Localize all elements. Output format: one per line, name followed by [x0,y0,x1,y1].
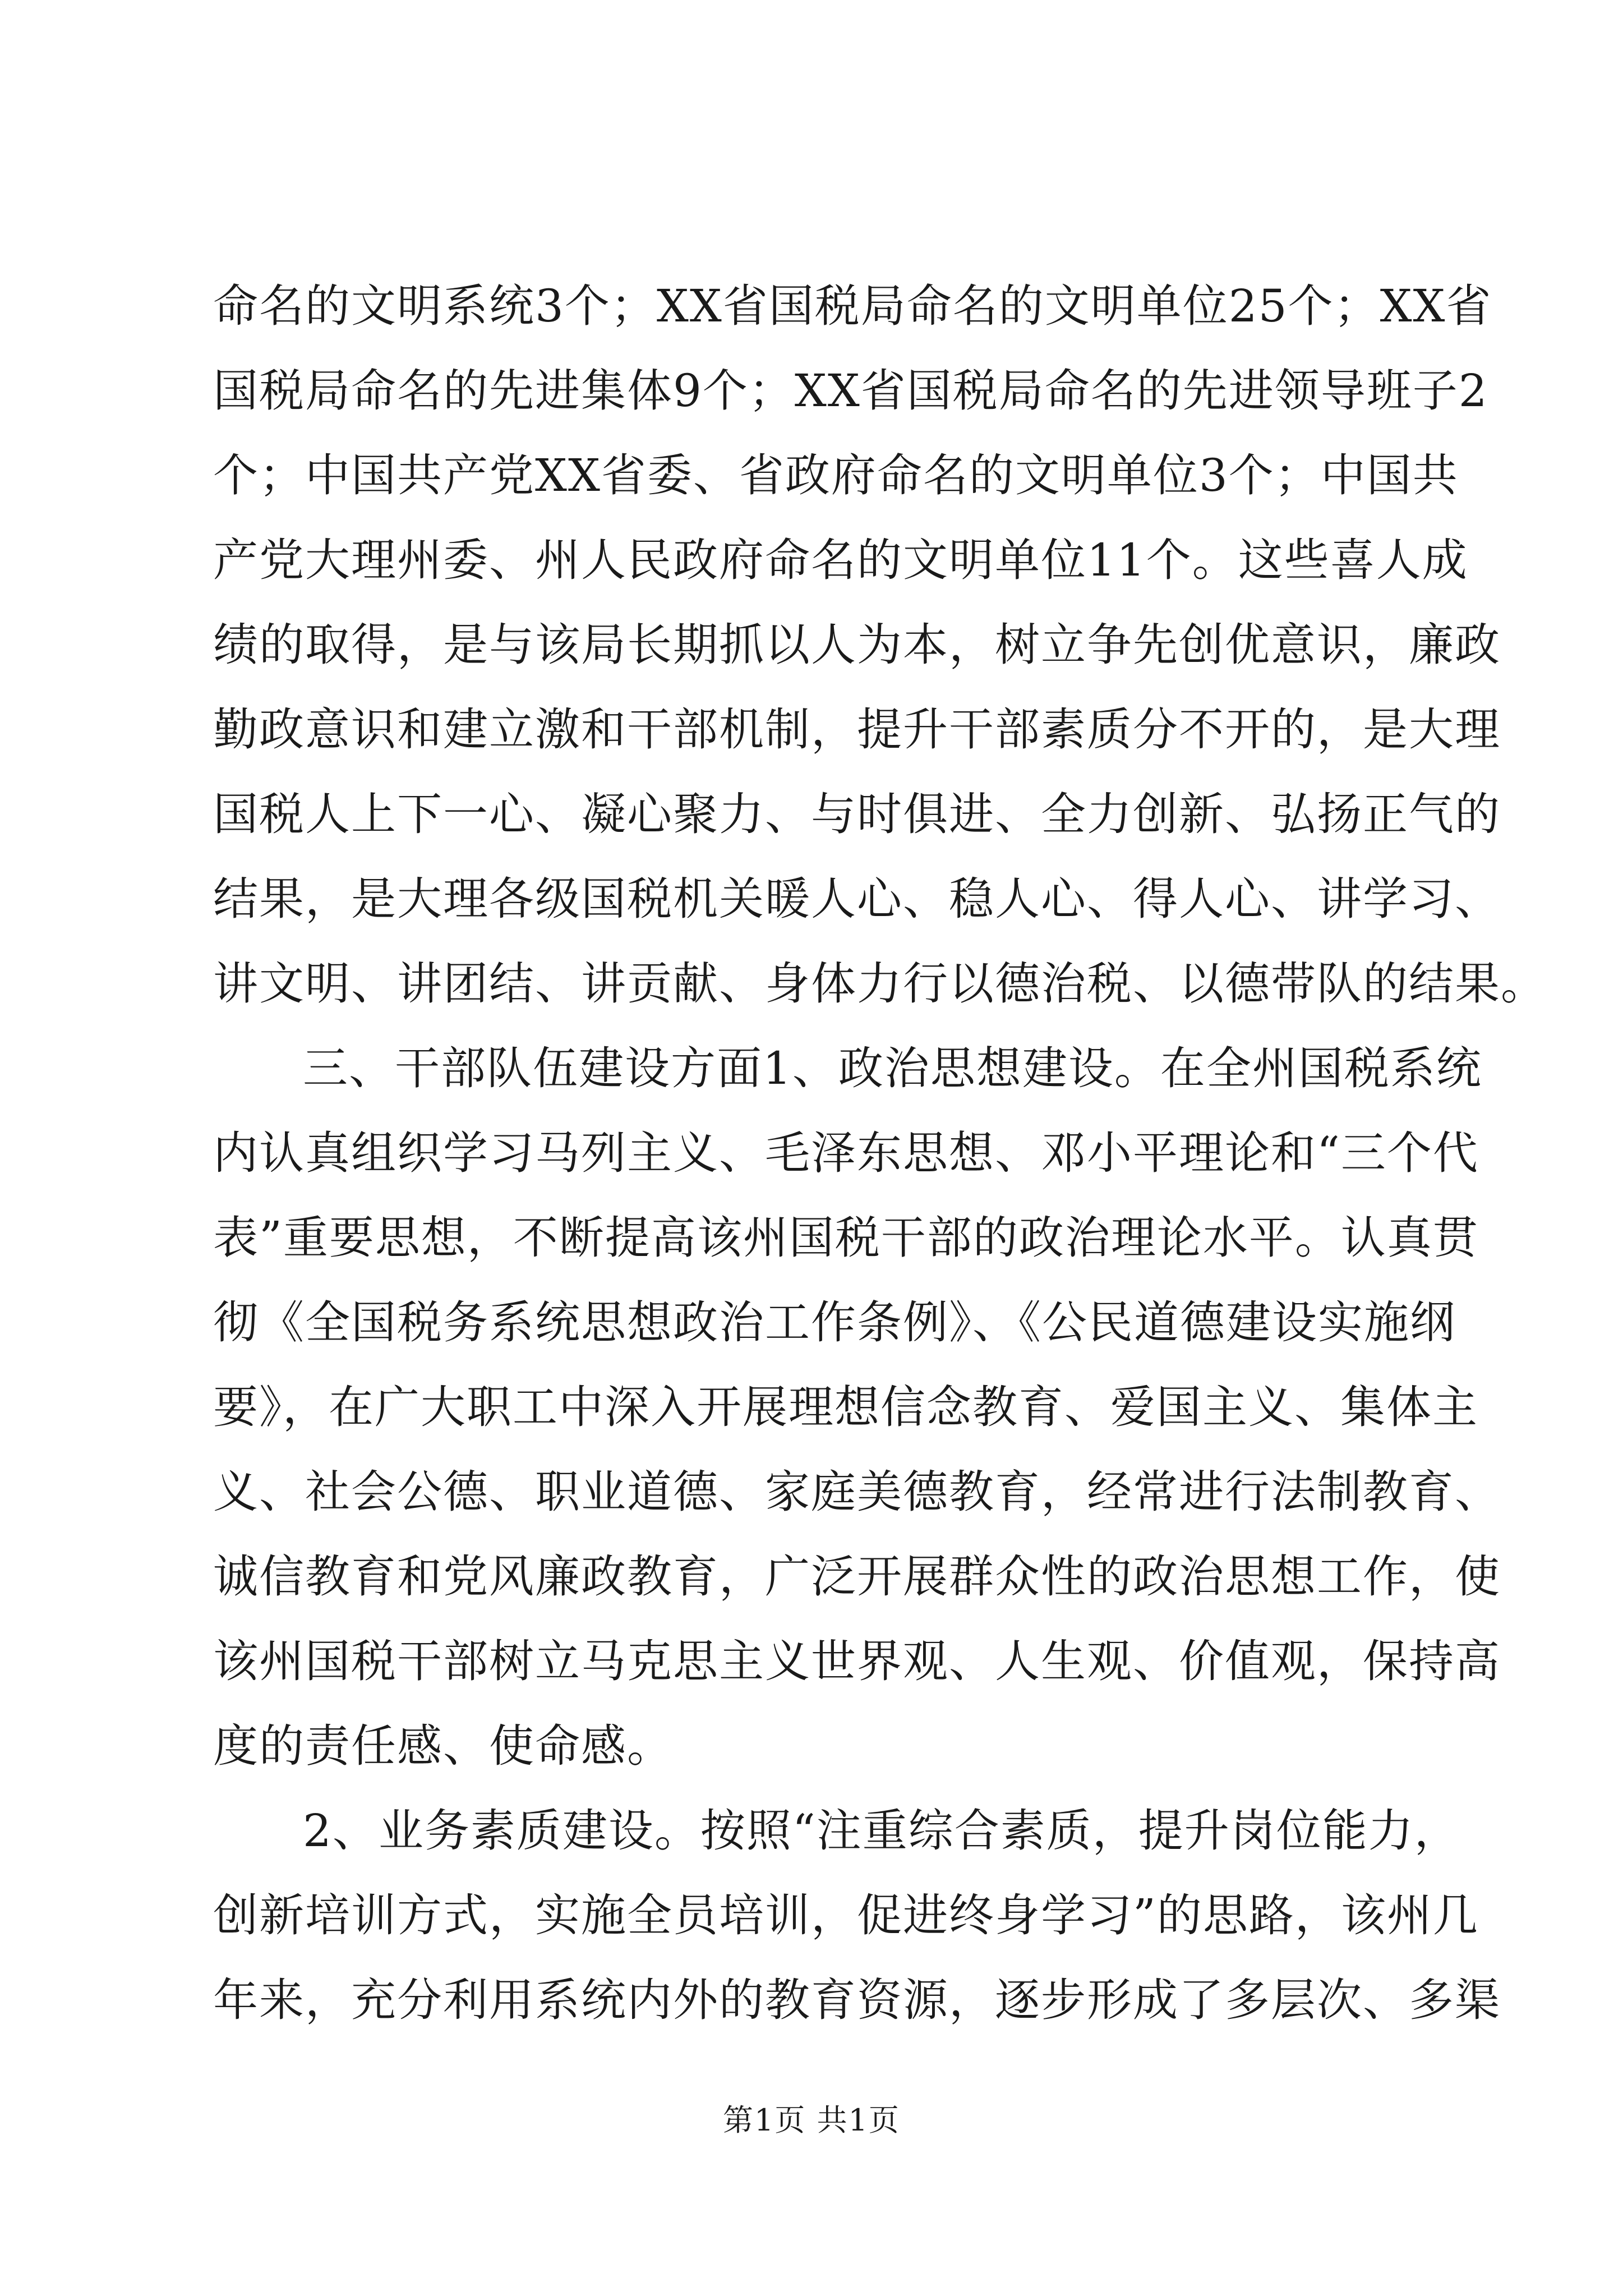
text-line: 绩的取得，是与该局长期抓以人为本，树立争先创优意识，廉政 [213,619,1501,671]
text-line: 度的责任感、使命感。 [213,1720,673,1772]
document-body [213,264,1547,2042]
paragraph-1 [213,264,1547,1026]
text-line: 内认真组织学习马列主义、毛泽东思想、邓小平理论和“三个代 [213,1127,1479,1179]
text-line: 结果，是大理各级国税机关暖人心、稳人心、得人心、讲学习、 [213,873,1501,925]
text-line: 2、业务素质建设。按照“注重综合素质，提升岗位能力， [303,1805,1460,1857]
paragraph-3 [213,1788,1501,2042]
page-number-label: 第1页 共1页 [723,2102,900,2138]
text-line: 义、社会公德、职业道德、家庭美德教育，经常进行法制教育、 [213,1466,1501,1518]
text-line: 该州国税干部树立马克思主义世界观、人生观、价值观，保持高 [213,1635,1501,1687]
text-line: 三、干部队伍建设方面1、政治思想建设。在全州国税系统 [303,1042,1482,1094]
paragraph-2 [213,1026,1501,1788]
text-line: 国税局命名的先进集体9个；XX省国税局命名的先进领导班子2 [213,365,1488,417]
text-line: 表”重要思想，不断提高该州国税干部的政治理论水平。认真贯 [213,1212,1479,1264]
text-line: 勤政意识和建立激和干部机制，提升干部素质分不开的，是大理 [213,703,1501,756]
text-line: 产党大理州委、州人民政府命名的文明单位11个。这些喜人成 [213,534,1468,586]
text-line: 创新培训方式，实施全员培训，促进终身学习”的思路，该州几 [213,1889,1479,1941]
text-line: 要》，在广大职工中深入开展理想信念教育、爱国主义、集体主 [213,1381,1478,1433]
text-line: 诚信教育和党风廉政教育，广泛开展群众性的政治思想工作，使 [213,1550,1501,1603]
text-line: 个；中国共产党XX省委、省政府命名的文明单位3个；中国共 [213,449,1459,501]
text-line: 命名的文明系统3个；XX省国税局命名的文明单位25个；XX省 [213,280,1492,332]
text-line: 彻《全国税务系统思想政治工作条例》、《公民道德建设实施纲 [213,1296,1456,1349]
text-line: 国税人上下一心、凝心聚力、与时俱进、全力创新、弘扬正气的 [213,788,1501,840]
page-footer [0,2101,1623,2140]
text-line: 讲文明、讲团结、讲贡献、身体力行以德治税、以德带队的结果。 [213,958,1547,1010]
text-line: 年来，充分利用系统内外的教育资源，逐步形成了多层次、多渠 [213,1974,1501,2026]
